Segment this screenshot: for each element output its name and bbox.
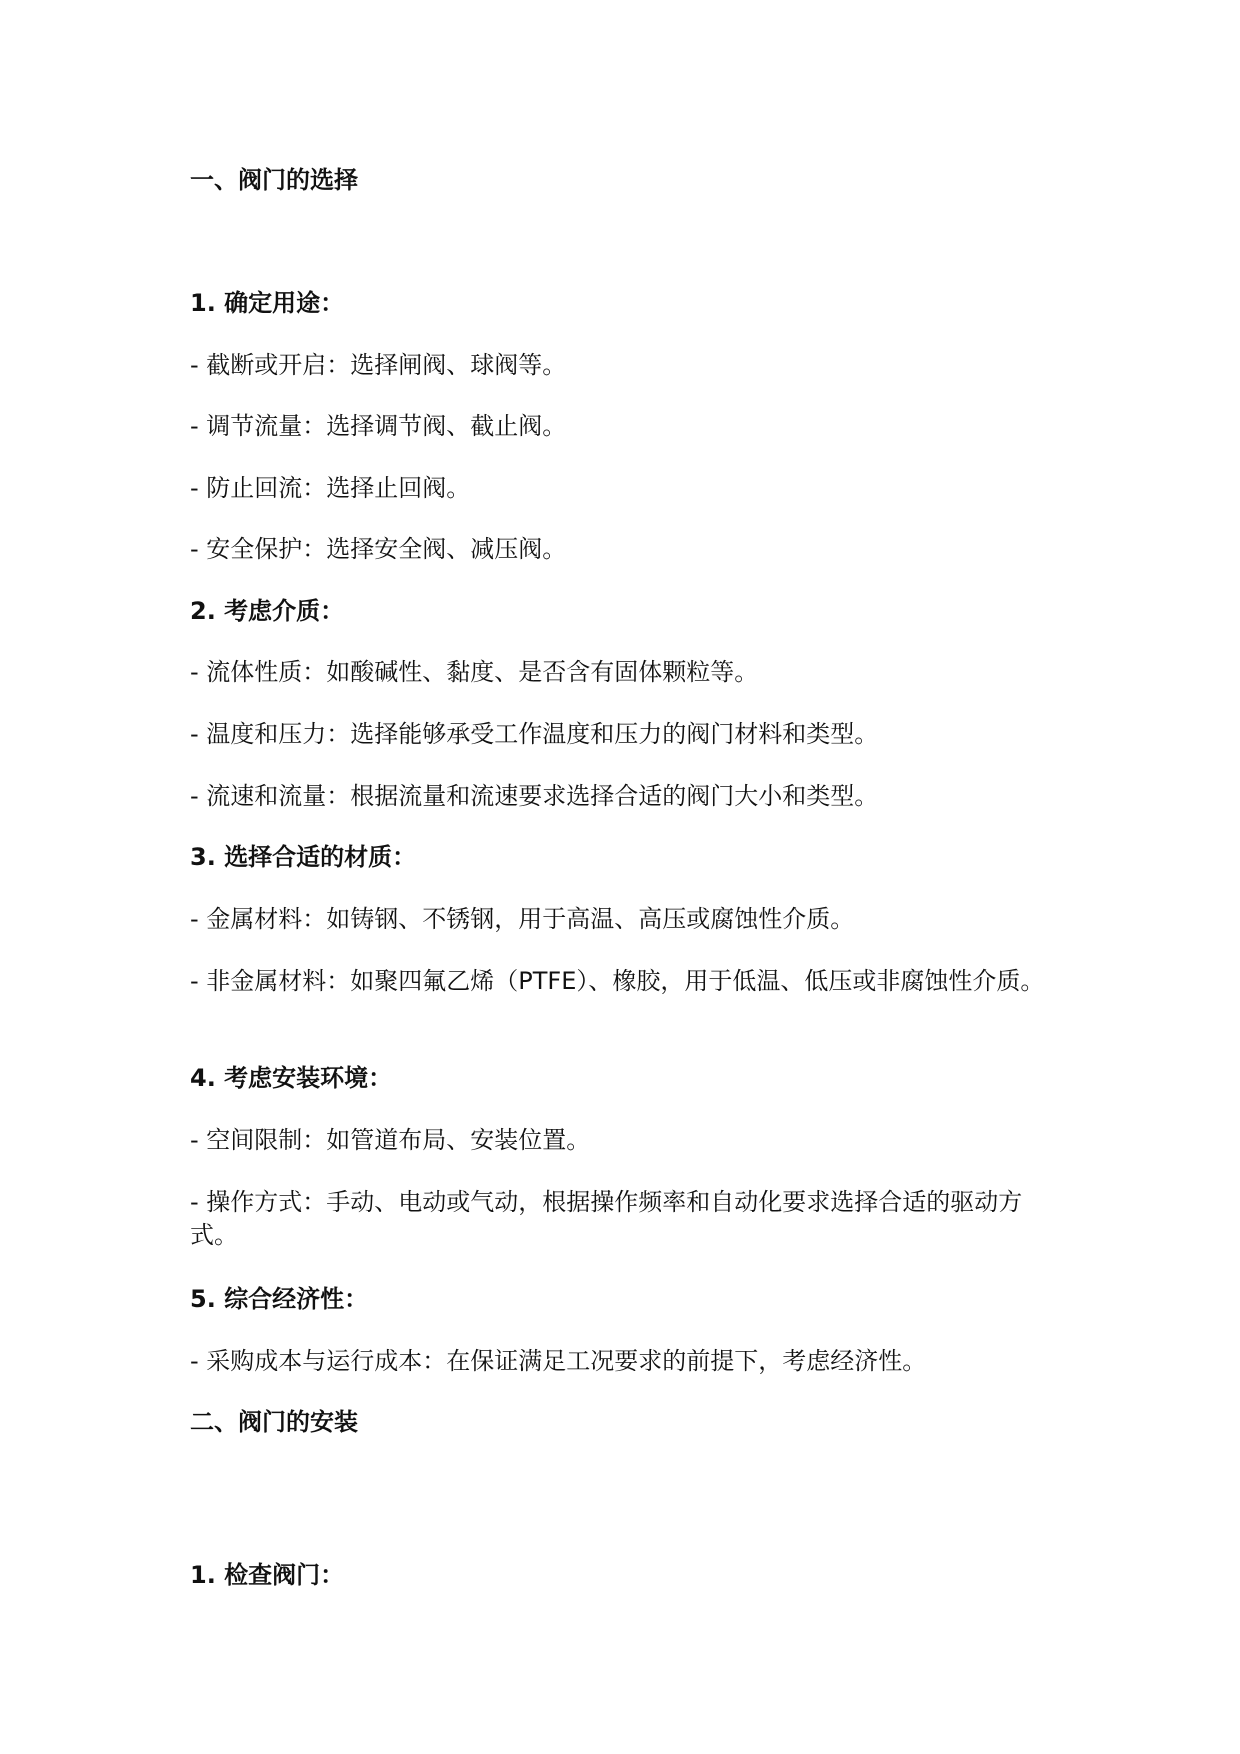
bullet-procurement-operating-cost: - 采购成本与运行成本：在保证满足工况要求的前提下，考虑经济性。 <box>190 1347 927 1375</box>
bullet-fluid-properties: - 流体性质：如酸碱性、黏度、是否含有固体颗粒等。 <box>190 658 759 686</box>
bullet-space-constraints: - 空间限制：如管道布局、安装位置。 <box>190 1126 591 1154</box>
bullet-metal-materials: - 金属材料：如铸钢、不锈钢，用于高温、高压或腐蚀性介质。 <box>190 905 855 933</box>
section-title-valve-selection: 一、阀门的选择 <box>190 166 358 194</box>
bullet-nonmetal-materials: - 非金属材料：如聚四氟乙烯（PTFE）、橡胶，用于低温、低压或非腐蚀性介质。 <box>190 967 1045 995</box>
bullet-shutoff: - 截断或开启：选择闸阀、球阀等。 <box>190 351 567 379</box>
bullet-flow-regulation: - 调节流量：选择调节阀、截止阀。 <box>190 412 567 440</box>
heading-select-material: 3. 选择合适的材质： <box>190 843 417 871</box>
bullet-safety-protection: - 安全保护：选择安全阀、减压阀。 <box>190 535 567 563</box>
heading-overall-economy: 5. 综合经济性： <box>190 1285 369 1313</box>
heading-determine-purpose: 1. 确定用途： <box>190 289 345 317</box>
heading-installation-environment: 4. 考虑安装环境： <box>190 1064 393 1092</box>
heading-consider-medium: 2. 考虑介质： <box>190 597 345 625</box>
section-title-valve-installation: 二、阀门的安装 <box>190 1408 358 1436</box>
heading-inspect-valve: 1. 检查阀门： <box>190 1561 345 1589</box>
bullet-temperature-pressure: - 温度和压力：选择能够承受工作温度和压力的阀门材料和类型。 <box>190 720 879 748</box>
bullet-flow-rate: - 流速和流量：根据流量和流速要求选择合适的阀门大小和类型。 <box>190 782 879 810</box>
bullet-backflow-prevention: - 防止回流：选择止回阀。 <box>190 474 471 502</box>
bullet-operation-mode: - 操作方式：手动、电动或气动，根据操作频率和自动化要求选择合适的驱动方式。 <box>190 1188 1023 1249</box>
